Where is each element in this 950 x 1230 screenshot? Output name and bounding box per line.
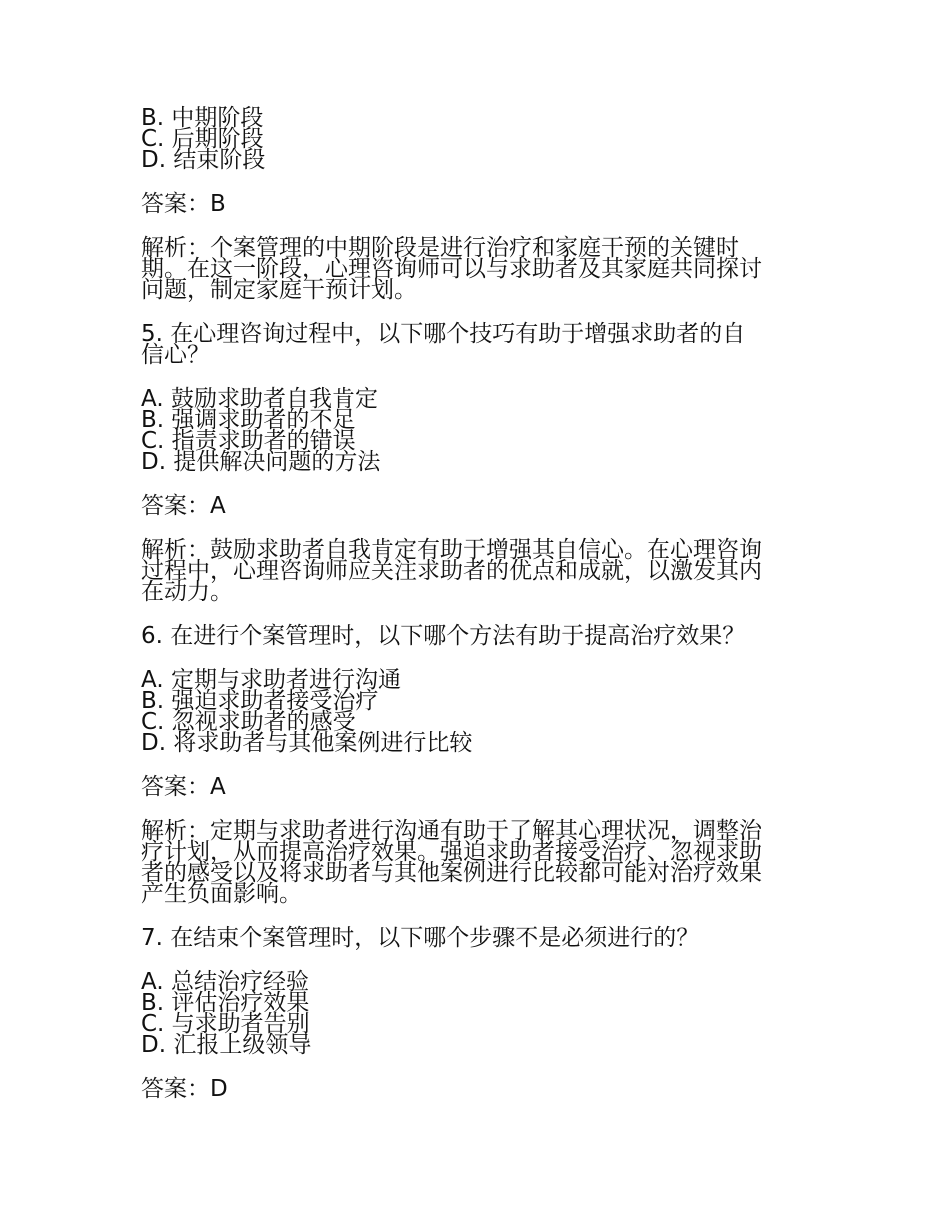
option-d: D. 提供解决问题的方法 xyxy=(141,449,381,475)
option-c: C. 忽视求助者的感受 xyxy=(141,709,356,735)
option-b: B. 中期阶段 xyxy=(141,105,264,131)
question-5-answer xyxy=(141,493,821,519)
question-4-analysis xyxy=(141,235,821,303)
option-c: C. 指责求助者的错误 xyxy=(141,428,356,454)
analysis-line: 解析：鼓励求助者自我肯定有助于增强其自信心。在心理咨询 xyxy=(141,537,762,563)
question-6-analysis xyxy=(141,818,821,907)
question-title-line: 5. 在心理咨询过程中，以下哪个技巧有助于增强求助者的自 xyxy=(141,321,746,347)
question-7-options xyxy=(141,969,821,1058)
option-a: A. 鼓励求助者自我肯定 xyxy=(141,386,378,412)
option-b: B. 强调求助者的不足 xyxy=(141,407,356,433)
analysis-line: 解析：定期与求助者进行沟通有助于了解其心理状况，调整治 xyxy=(141,818,762,844)
question-5-options xyxy=(141,386,821,475)
option-d: D. 汇报上级领导 xyxy=(141,1032,312,1058)
question-6-options xyxy=(141,667,821,756)
question-4-answer xyxy=(141,191,821,217)
answer-text: 答案：D xyxy=(141,1076,228,1102)
option-b: B. 强迫求助者接受治疗 xyxy=(141,688,379,714)
question-5-analysis xyxy=(141,537,821,605)
analysis-line: 在动力。 xyxy=(141,579,233,605)
question-6-answer xyxy=(141,774,821,800)
option-d: D. 结束阶段 xyxy=(141,147,266,173)
question-title-line: 7. 在结束个案管理时，以下哪个步骤不是必须进行的？ xyxy=(141,925,700,951)
analysis-line: 者的感受以及将求助者与其他案例进行比较都可能对治疗效果 xyxy=(141,860,762,886)
question-title-line: 6. 在进行个案管理时，以下哪个方法有助于提高治疗效果？ xyxy=(141,623,746,649)
analysis-line: 期。在这一阶段，心理咨询师可以与求助者及其家庭共同探讨 xyxy=(141,256,762,282)
analysis-line: 疗计划，从而提高治疗效果。强迫求助者接受治疗、忽视求助 xyxy=(141,839,762,865)
option-b: B. 评估治疗效果 xyxy=(141,990,310,1016)
option-d: D. 将求助者与其他案例进行比较 xyxy=(141,730,473,756)
answer-text: 答案：A xyxy=(141,493,226,519)
analysis-line: 解析：个案管理的中期阶段是进行治疗和家庭干预的关键时 xyxy=(141,235,739,261)
document-page xyxy=(141,105,821,1123)
question-4-options xyxy=(141,105,821,173)
option-c: C. 后期阶段 xyxy=(141,126,264,152)
question-7-answer xyxy=(141,1076,821,1102)
question-title-line: 信心？ xyxy=(141,342,210,368)
analysis-line: 问题，制定家庭干预计划。 xyxy=(141,277,417,303)
question-7-title xyxy=(141,925,821,951)
option-a: A. 定期与求助者进行沟通 xyxy=(141,667,401,693)
analysis-line: 产生负面影响。 xyxy=(141,881,302,907)
answer-text: 答案：B xyxy=(141,191,226,217)
question-6-title xyxy=(141,623,821,649)
option-a: A. 总结治疗经验 xyxy=(141,969,309,995)
option-c: C. 与求助者告别 xyxy=(141,1011,310,1037)
answer-text: 答案：A xyxy=(141,774,226,800)
analysis-line: 过程中，心理咨询师应关注求助者的优点和成就，以激发其内 xyxy=(141,558,762,584)
question-5-title xyxy=(141,321,821,368)
